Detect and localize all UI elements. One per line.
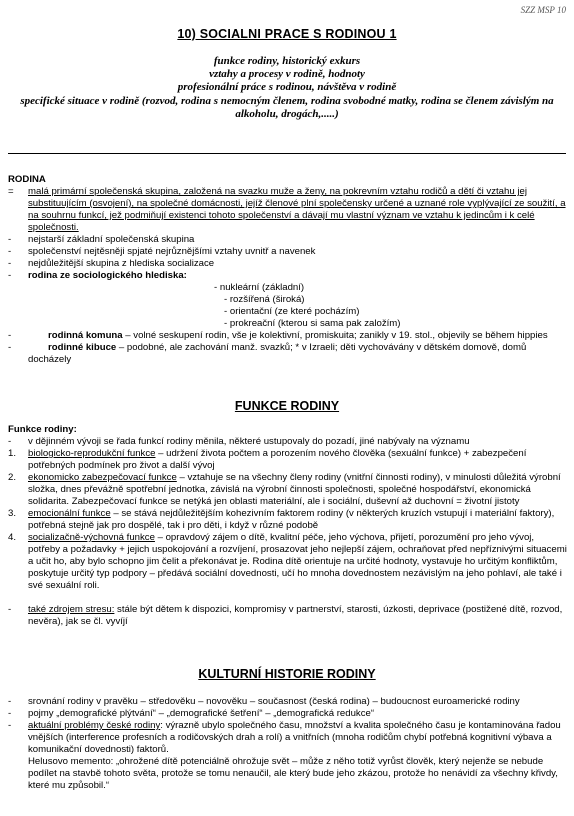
function-label: biologicko-reprodukční funkce [28,448,156,459]
problems-text: : výrazně ubylo společného času, množství a kvalita společného času je kontaminována řadou vnějších (interference profesních a rodičovských drah a rolí) a vnitřních (mnoha rodičům chybí potřebná kognitivní výbava a komunikační dovednosti) faktorů. [28,720,561,755]
list-item: - rodinná komuna – volné seskupení rodin, vše je kolektivní, promiskuita; zanikly v 19. stol., objevily se během hippies [8,330,548,341]
divider-rule [8,153,566,154]
list-number: 4. [8,532,17,543]
list-bullet: - [8,258,12,269]
family-kind: - orientační (ze které pocházím) [224,306,360,317]
function-text: – opravdový zájem o dítě, kvalitní péče, jeho výchova, přijetí, porozumění pro jeho vývoj, potřeby a požadavky + jejich uspokojování a rozvíjení, prosazovat jeho nejlepší zájem, ochraňovat před nepříznivými situacemi a učit ho, aby bylo schopno jim čelit a překonávat je. Rodina dítě orientuje na určité hodnoty, vystavuje ho určitým konfliktům, poskytuje určitý typ podpory – předává sociální dovednosti, učí ho mnoha dovednostem nezávislým na jeho pohlaví, ale také i své sexuální roli. [28,532,567,591]
list-item: - v dějinném vývoji se řada funkcí rodiny měnila, některé ustupovaly do pozadí, jiné nabývaly na významu [8,436,470,447]
list-item [8,270,568,282]
list-item: - také zdrojem stresu: stále být dětem k dispozici, kompromisy v partnerství, starosti, úzkosti, deprivace (postižené dítě, rozvod, nevěra), jak se čl. vyvíjí [8,604,563,627]
stress-text: stále být dětem k dispozici, kompromisy v partnerství, starosti, úzkosti, deprivace (postižené dítě, rozvod, nevěra), jak se čl. vyvíjí [28,604,563,627]
list-text: nejdůležitější skupina z hlediska socializace [28,258,215,269]
list-item [8,472,568,508]
list-bullet: - [8,708,12,719]
term-label: rodinné kibuce [48,342,117,353]
list-bullet: = [8,186,14,197]
list-bullet: - [8,270,12,281]
list-item [8,508,568,532]
family-kind: - prokreační (kterou si sama pak založím) [224,318,401,329]
function-text: – se stává nejdůležitějším kohezivním faktorem rodiny (v některých kruzích vstupují i materiální faktory), potřebná stejně jak pro dospělé, tak i pro děti, i když v různé podobě [28,508,555,531]
function-text: – vztahuje se na všechny členy rodiny (vnitřní činnosti rodiny), v minulosti důležitá výrobní složka, dnes převážně spotřební jednotka, závislá na výrobní činnosti společnosti, společné hospodářství, ekonomická solidarita. Zabezpečovací funkce se netýká jen oblasti materiální, ale i sociální, duševní až duchovní = životní jistoty [28,472,561,507]
problems-label: aktuální problémy české rodiny [28,720,161,731]
list-text: společenství nejtěsněji spjaté nejrůznějšími vztahy uvnitř a navenek [28,246,316,257]
corner-tag: SZZ MSP 10 [520,5,566,15]
list-bullet: - [8,696,12,707]
list-item [8,246,568,258]
family-kind: - nukleární (základní) [214,282,305,293]
list-text: pojmy „demografické plýtvání“ – „demografické šetření“ – „demografická redukce“ [28,708,375,719]
list-number: 2. [8,472,17,483]
list-item [8,448,568,472]
memento-text: Helusovo memento: „ohrožené dítě potenciálně ohrožuje svět – může z něho totiž vyrůst člověk, který nejenže se nebude podílet na stavbě tohoto světa, protože se tomu nenaučil, ale který bude jeho zkázou, protože ho nenávidí za všechny křivdy, které mu způsobil.“ [28,756,558,791]
list-text: nejstarší základní společenská skupina [28,234,195,245]
function-label: emocionální funkce [28,508,111,519]
list-text: v dějinném vývoji se řada funkcí rodiny měnila, některé ustupovaly do pozadí, jiné nabývaly na významu [28,436,470,447]
subtitle-line: profesionální práce s rodinou, návštěva v rodině [177,81,397,94]
subtitle-line: vztahy a procesy v rodině, hodnoty [209,68,365,81]
subtitle-block [8,55,566,121]
list-item [8,708,568,720]
family-kind: - rozšířená (široká) [224,294,305,305]
list-item [8,532,568,592]
term-label: rodinná komuna [48,330,123,341]
list-number: 1. [8,448,17,459]
list-item: - aktuální problémy české rodiny: výrazně ubylo společného času, množství a kvalita společného času je kontaminována řadou vnějších (interference profesních a rodičovských drah a rolí) a vnitřních (mnoha rodičům chybí potřebná kognitivní výbava a komunikační dovednosti) faktorů. [8,720,561,755]
list-item [8,756,568,792]
section-heading: RODINA [8,174,46,185]
subtitle-line: funkce rodiny, historický exkurs [213,55,361,67]
term-text: – podobné, ale zachování manž. svazků; * v Izraeli; děti vychovávány v dětském domově, domů docházely [28,342,527,365]
term-text: – volné seskupení rodin, vše je kolektivní, promiskuita; zanikly v 19. stol., objevily se během hippies [122,330,548,341]
section-heading: Funkce rodiny: [8,424,77,435]
function-label: ekonomicko zabezpečovací funkce [28,472,177,483]
function-text: – udržení života počtem a porozením nového člověka (sexuální funkce) + zabezpečení potřebných podmínek pro život a další vývoj [28,448,527,471]
list-text: rodina ze sociologického hlediska: [28,270,187,281]
kulturni-section [8,696,568,792]
list-text: malá primární společenská skupina, založená na svazku muže a ženy, na pokrevním vztahu rodičů a dětí či vztahu jej substituujícím (osvojení), na společné domácnosti, jejíž členové plní společensky určené a uznané role vyplývající ze soužití, a na souhrnu funkcí, jež podmiňují existenci tohoto společenství a dávají mu vlastní význam ve vztahu k jedincům i k celé společnosti. [28,186,566,233]
section-title: KULTURNÍ HISTORIE RODINY [198,667,376,681]
list-item [8,258,568,270]
list-text: srovnání rodiny v pravěku – středověku – novověku – současnost (česká rodina) – budoucnost euroamerické rodiny [28,696,520,707]
family-kinds-list [8,282,568,330]
list-item: - rodinné kibuce – podobné, ale zachování manž. svazků; * v Izraeli; děti vychovávány v dětském domově, domů docházely [8,342,527,365]
list-item [8,186,568,234]
list-number: 3. [8,508,17,519]
funkce-section [8,424,568,628]
stress-label: také zdrojem stresu: [28,604,115,615]
subtitle-line: specifické situace v rodině (rozvod, rodina s nemocným členem, rodina svobodné matky, rodina se členem závislým na alkoholu, drogách,.....) [20,94,554,120]
list-item [8,234,568,246]
page-title: 10) SOCIALNI PRACE S RODINOU 1 [177,27,397,41]
function-label: socializačně-výchovná funkce [28,532,155,543]
list-bullet: - [8,234,12,245]
rodina-section [8,174,568,366]
list-bullet: - [8,246,12,257]
list-item [8,696,568,708]
section-title: FUNKCE RODINY [234,399,340,413]
